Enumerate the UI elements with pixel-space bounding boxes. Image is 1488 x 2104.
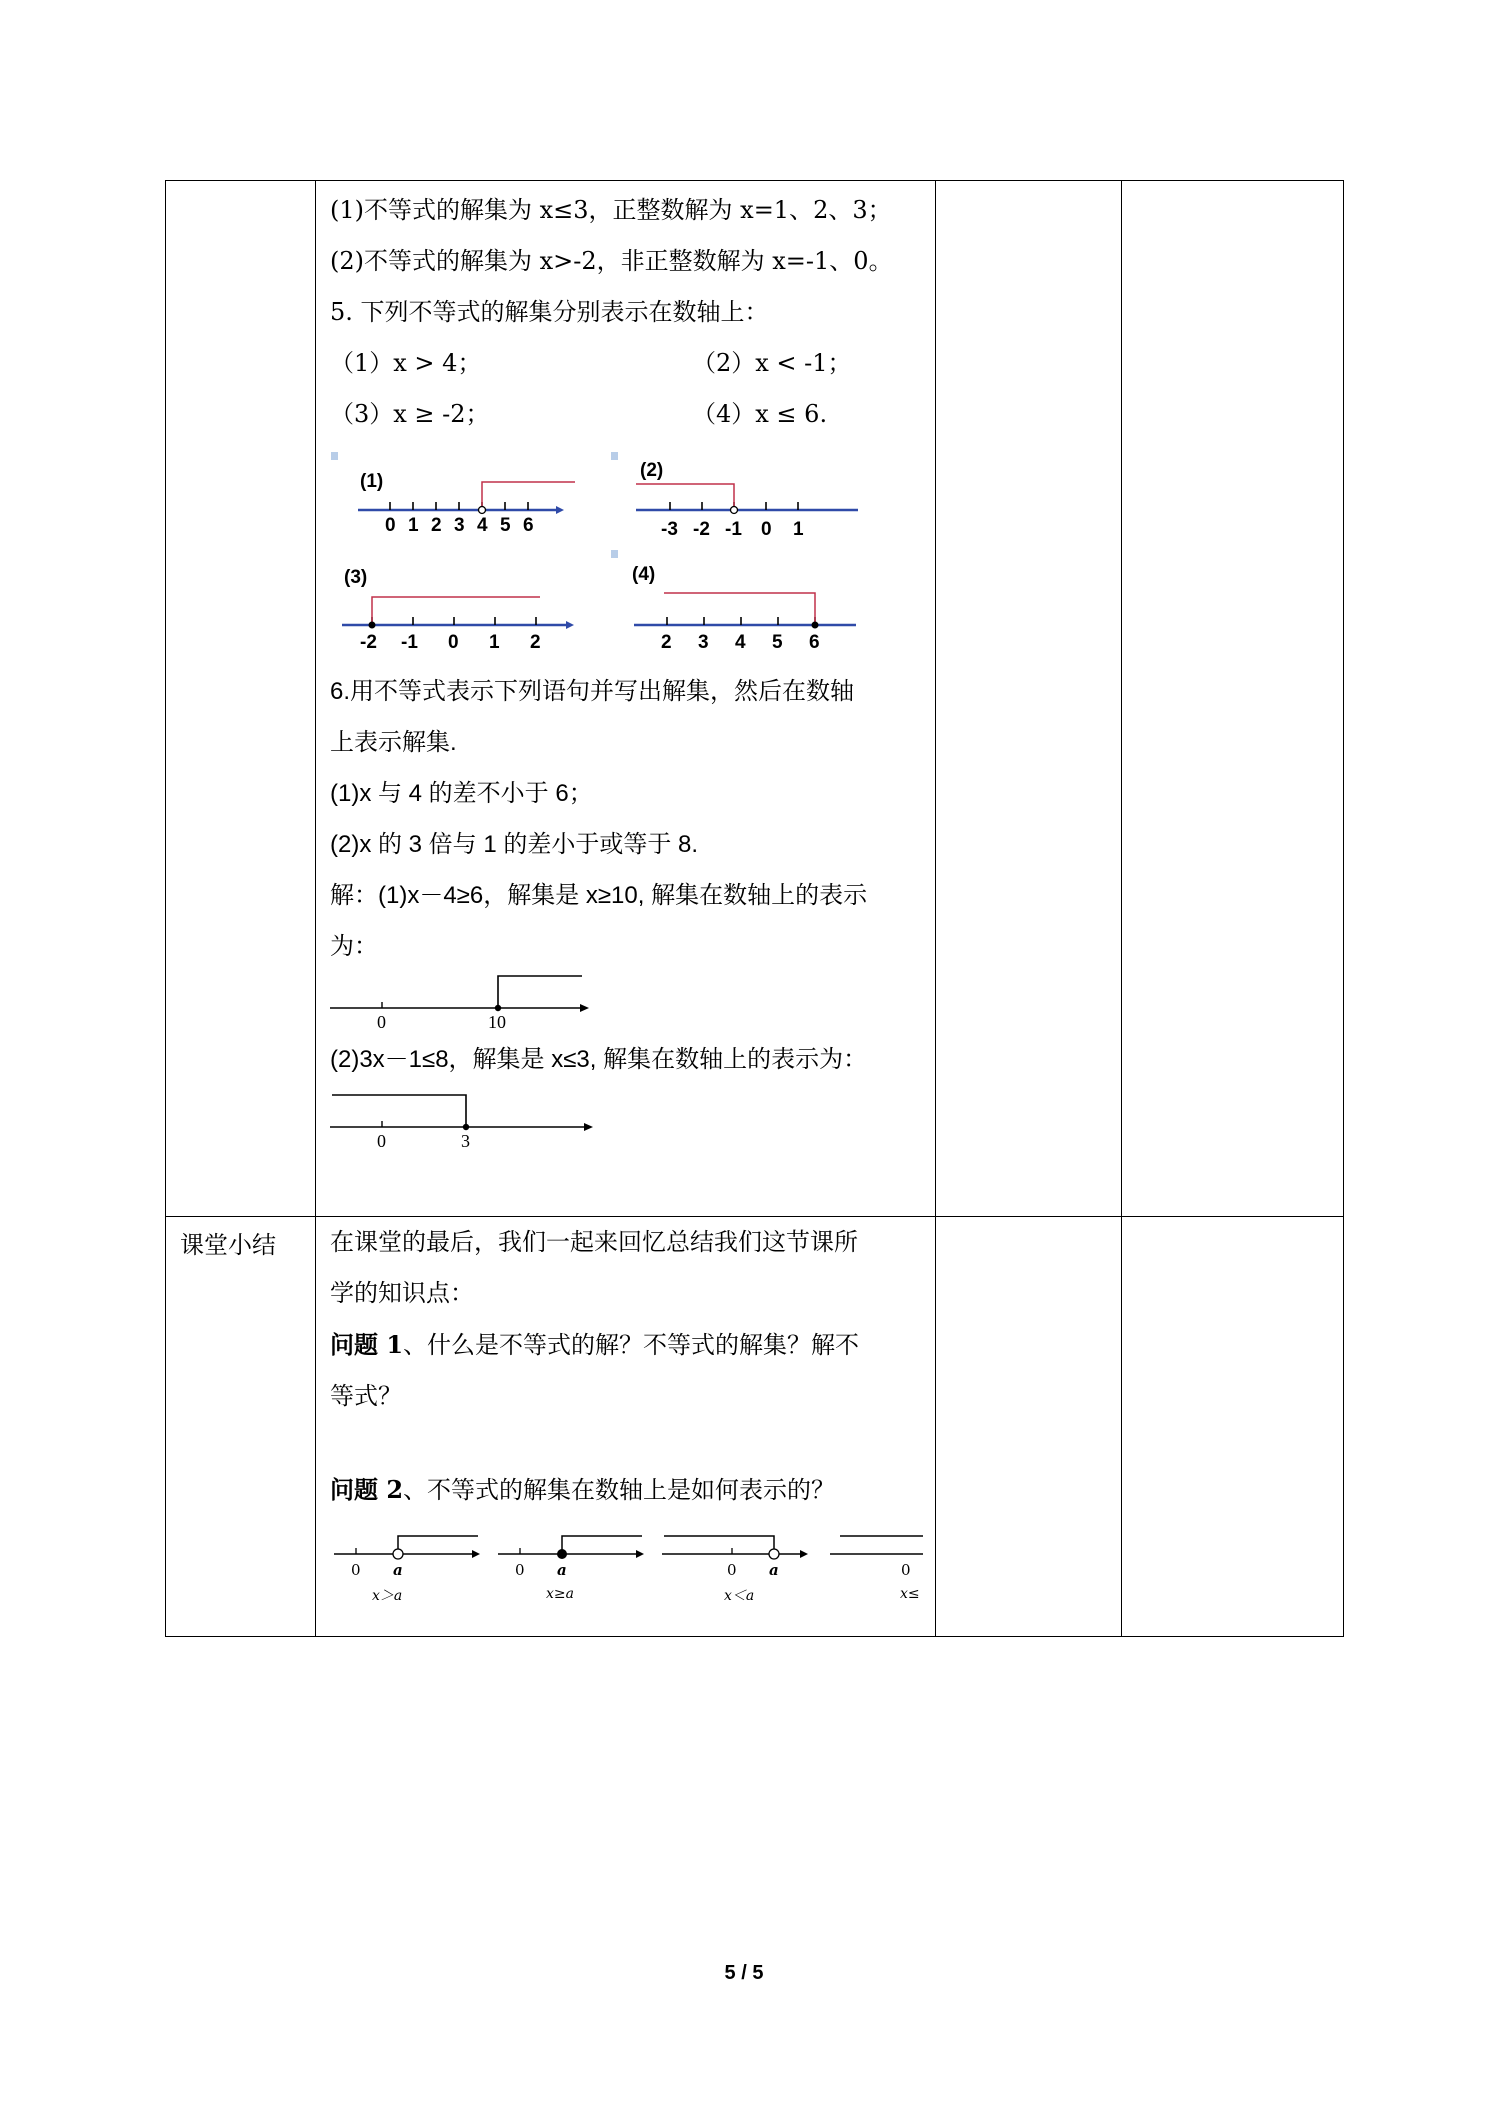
row2-content-cell bbox=[316, 1217, 936, 1637]
answer-line-2: (2)不等式的解集为 x>-2，非正整数解为 x=-1、0。 bbox=[330, 247, 893, 275]
row1-content-cell bbox=[316, 181, 936, 1217]
option-3: （3）x ≥ -2； bbox=[330, 400, 490, 428]
page-number: 5 / 5 bbox=[724, 1962, 764, 1984]
axis-label: 0 bbox=[377, 1131, 386, 1151]
caption-x-ge-a: x≥a bbox=[546, 1586, 574, 1602]
answer-line-1: (1)不等式的解集为 x≤3，正整数解为 x=1、2、3； bbox=[330, 196, 892, 224]
tick-label: 2 bbox=[530, 632, 541, 653]
tick-label: 1 bbox=[793, 519, 804, 540]
tick-label: 3 bbox=[454, 515, 465, 536]
question-6-part-1: (1)x 与 4 的差不小于 6； bbox=[330, 780, 593, 807]
figure-label-1: (1) bbox=[360, 471, 384, 492]
tick-label: 5 bbox=[772, 632, 783, 653]
question-2-text: 、不等式的解集在数轴上是如何表示的？ bbox=[403, 1476, 836, 1504]
figure-label-4: (4) bbox=[632, 564, 656, 585]
lesson-table bbox=[165, 180, 1344, 1637]
option-1: （1）x > 4； bbox=[330, 349, 482, 377]
summary-row bbox=[166, 1217, 1344, 1637]
tick-label: -3 bbox=[661, 519, 678, 540]
tick-label: 1 bbox=[489, 632, 500, 653]
tick-label: -2 bbox=[360, 632, 377, 653]
number-lines-figure bbox=[330, 450, 890, 660]
question-1-label: 问题 1 bbox=[330, 1330, 404, 1359]
caption-x-lt-a: x＜a bbox=[724, 1588, 755, 1604]
tick-label: 5 bbox=[500, 515, 511, 536]
figure-label-3: (3) bbox=[344, 567, 368, 588]
zero-label: 0 bbox=[901, 1561, 911, 1579]
zero-label: 0 bbox=[727, 1561, 737, 1579]
blank-line bbox=[330, 1422, 923, 1464]
question-6-part-2: (2)x 的 3 倍与 1 的差小于或等于 8. bbox=[330, 831, 699, 858]
solution-1-line-b: 为： bbox=[330, 933, 378, 960]
question-2 bbox=[330, 1464, 923, 1516]
tick-label: 2 bbox=[431, 515, 442, 536]
figure-label-2: (2) bbox=[640, 460, 664, 481]
number-line-x-ge-10 bbox=[330, 972, 890, 1034]
row1-label-cell bbox=[166, 181, 316, 1217]
summary-intro-b: 学的知识点： bbox=[330, 1279, 474, 1307]
question-2-label: 问题 2 bbox=[330, 1475, 404, 1504]
tick-label: 0 bbox=[448, 632, 459, 653]
tick-label: 3 bbox=[698, 632, 709, 653]
caption-x-le-a: x≤ bbox=[900, 1586, 920, 1602]
tick-label: -1 bbox=[401, 632, 418, 653]
tick-label: 4 bbox=[735, 632, 746, 653]
tick-label: 0 bbox=[385, 515, 396, 536]
question-1 bbox=[330, 1319, 923, 1371]
summary-label: 课堂小结 bbox=[180, 1231, 276, 1259]
option-2: （2）x < -1； bbox=[692, 349, 852, 377]
tick-label: -2 bbox=[693, 519, 710, 540]
axis-label: 3 bbox=[461, 1131, 470, 1151]
row2-col3-cell bbox=[936, 1217, 1122, 1637]
axis-label: 10 bbox=[488, 1012, 506, 1032]
tick-label: 6 bbox=[523, 515, 534, 536]
tick-label: 6 bbox=[809, 632, 820, 653]
tick-label: 2 bbox=[661, 632, 672, 653]
row1-col3-cell bbox=[936, 181, 1122, 1217]
inequality-summary-figure bbox=[332, 1524, 923, 1608]
number-line-x-le-3 bbox=[330, 1085, 890, 1151]
row2-label-cell bbox=[166, 1217, 316, 1637]
question-5: 5. 下列不等式的解集分别表示在数轴上： bbox=[330, 298, 769, 326]
axis-label: 0 bbox=[377, 1012, 386, 1032]
zero-label: 0 bbox=[351, 1561, 361, 1579]
options-row-2 bbox=[330, 389, 923, 440]
a-label: a bbox=[769, 1561, 779, 1579]
options-row-1 bbox=[330, 338, 923, 389]
solution-1-line-a: 解：(1)x－4≥6，解集是 x≥10, 解集在数轴上的表示 bbox=[330, 882, 868, 909]
question-6-line-a: 6.用不等式表示下列语句并写出解集，然后在数轴 bbox=[330, 678, 855, 705]
tick-label: -1 bbox=[725, 519, 742, 540]
tick-label: 1 bbox=[408, 515, 419, 536]
tick-label: 0 bbox=[761, 519, 772, 540]
practice-row bbox=[166, 181, 1344, 1217]
question-1-text: 、什么是不等式的解？不等式的解集？解不 bbox=[403, 1331, 860, 1359]
zero-label: 0 bbox=[515, 1561, 525, 1579]
question-1-cont: 等式？ bbox=[330, 1382, 402, 1410]
summary-intro-a: 在课堂的最后，我们一起来回忆总结我们这节课所 bbox=[330, 1228, 858, 1256]
row1-col4-cell bbox=[1122, 181, 1344, 1217]
solution-2: (2)3x－1≤8，解集是 x≤3, 解集在数轴上的表示为： bbox=[330, 1046, 868, 1073]
option-4: （4）x ≤ 6. bbox=[692, 400, 828, 428]
caption-x-gt-a: x＞a bbox=[372, 1588, 403, 1604]
row2-col4-cell bbox=[1122, 1217, 1344, 1637]
tick-label: 4 bbox=[477, 515, 488, 536]
question-6-line-b: 上表示解集. bbox=[330, 729, 457, 756]
a-label: a bbox=[393, 1561, 403, 1579]
a-label: a bbox=[557, 1561, 567, 1579]
